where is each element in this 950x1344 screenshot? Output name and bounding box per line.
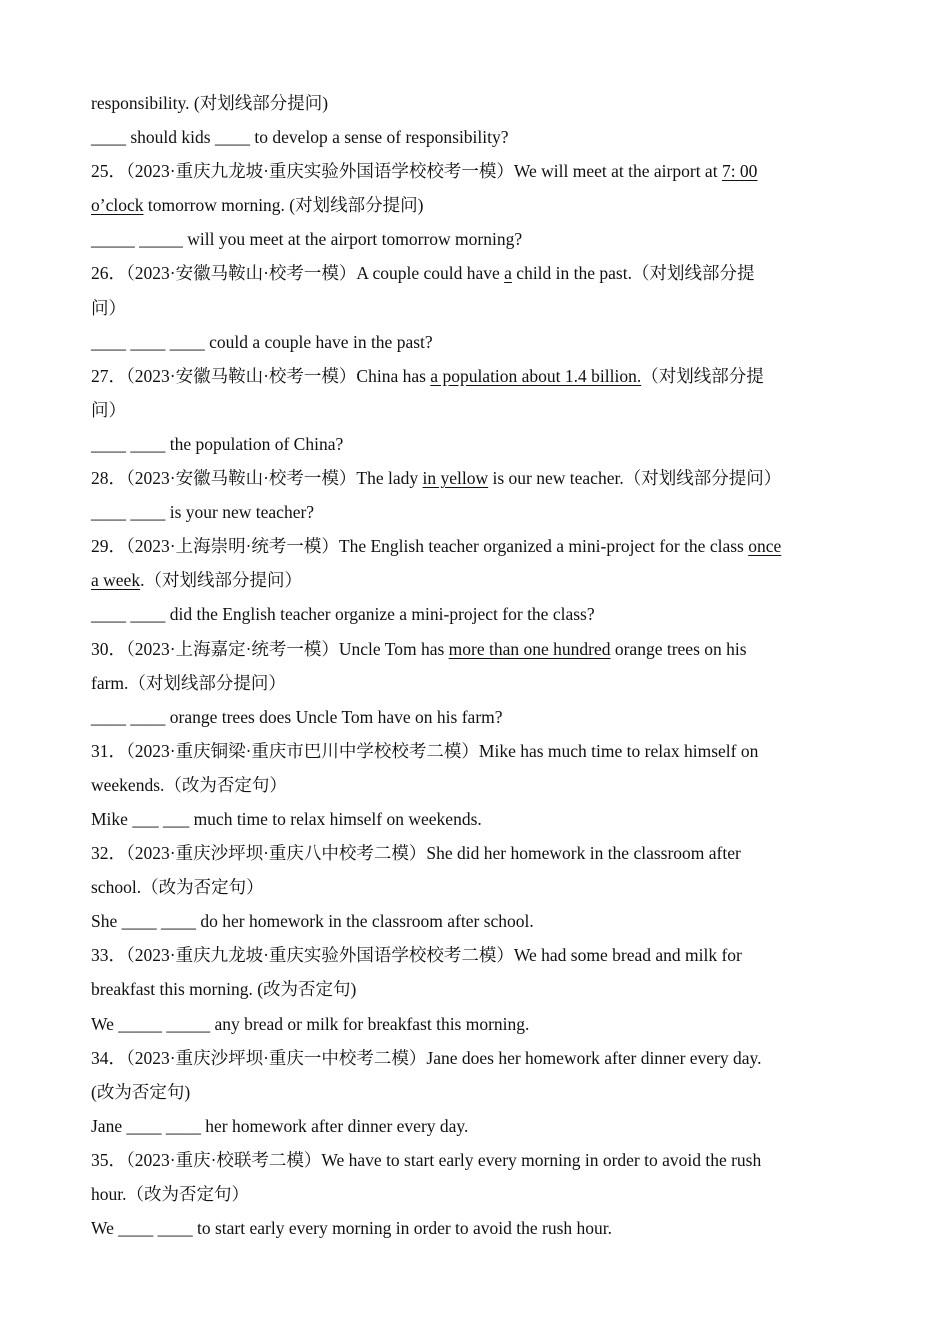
underlined-text: a week — [91, 570, 141, 591]
text-line — [91, 427, 861, 461]
text-segment: ____ ____ orange trees does Uncle Tom have on his farm? — [91, 706, 503, 727]
text-segment: 34．（2023·重庆沙坪坝·重庆一中校考二模）Jane does her homework after dinner every day. — [91, 1047, 762, 1068]
text-segment: Jane ____ ____ her homework after dinner every day. — [91, 1115, 469, 1136]
text-segment: 问） — [91, 297, 126, 318]
text-segment: 33．（2023·重庆九龙坡·重庆实验外国语学校校考二模）We had some bread and milk for — [91, 945, 742, 966]
text-segment: She ____ ____ do her homework in the classroom after school. — [91, 911, 534, 932]
underlined-text: o’clock — [91, 195, 144, 216]
text-line — [91, 120, 861, 154]
text-segment: school.（改为否定句） — [91, 877, 264, 898]
text-segment: ____ ____ did the English teacher organize a mini-project for the class? — [91, 604, 595, 625]
text-line — [91, 1109, 861, 1143]
text-line — [91, 768, 861, 802]
text-segment: 30．（2023·上海嘉定·统考一模）Uncle Tom has — [91, 638, 449, 659]
underlined-text: 7: 00 — [721, 161, 758, 182]
text-line — [91, 359, 861, 393]
text-line — [91, 461, 861, 495]
underlined-text: in yellow — [422, 468, 489, 489]
text-segment: （对划线部分提 — [641, 365, 764, 386]
text-segment: _____ _____ will you meet at the airport tomorrow morning? — [91, 229, 523, 250]
text-line — [91, 529, 861, 563]
text-line — [91, 188, 861, 222]
text-segment: We ____ ____ to start early every morning in order to avoid the rush hour. — [91, 1218, 613, 1239]
text-segment: 32．（2023·重庆沙坪坝·重庆八中校考二模）She did her homework in the classroom after — [91, 843, 741, 864]
text-segment: ____ ____ is your new teacher? — [91, 502, 315, 523]
text-segment: 29．（2023·上海崇明·统考一模）The English teacher organized a mini-project for the class — [91, 536, 749, 557]
text-segment: 35．（2023·重庆·校联考二模）We have to start early every morning in order to avoid the rush — [91, 1149, 762, 1170]
text-segment: responsibility. (对划线部分提问) — [91, 93, 329, 113]
text-line — [91, 154, 861, 188]
text-line — [91, 666, 861, 700]
text-segment: farm.（对划线部分提问） — [91, 672, 286, 693]
text-segment: Mike ___ ___ much time to relax himself on weekends. — [91, 808, 482, 829]
text-line — [91, 495, 861, 529]
text-segment: hour.（改为否定句） — [91, 1184, 249, 1204]
text-segment: 25．（2023·重庆九龙坡·重庆实验外国语学校校考一模）We will meet at the airport at — [91, 161, 722, 182]
text-segment: 27．（2023·安徽马鞍山·校考一模）China has — [91, 365, 431, 386]
text-line — [91, 597, 861, 631]
text-segment: is our new teacher.（对划线部分提问） — [488, 468, 782, 489]
text-line — [91, 393, 861, 427]
text-line — [91, 1075, 861, 1109]
text-line — [91, 563, 861, 597]
text-segment: (改为否定句) — [91, 1081, 191, 1102]
text-segment: ____ should kids ____ to develop a sense of responsibility? — [91, 127, 509, 148]
text-segment: 26．（2023·安徽马鞍山·校考一模）A couple could have — [91, 263, 505, 284]
text-segment: ____ ____ the population of China? — [91, 433, 344, 454]
text-line — [91, 870, 861, 904]
text-line — [91, 938, 861, 972]
text-line — [91, 734, 861, 768]
underlined-text: a population about 1.4 billion. — [430, 365, 642, 386]
text-segment: breakfast this morning. (改为否定句) — [91, 979, 357, 1000]
text-segment: ____ ____ ____ could a couple have in the past? — [91, 331, 433, 352]
text-line — [91, 1211, 861, 1245]
text-line — [91, 904, 861, 938]
text-segment: tomorrow morning. (对划线部分提问) — [143, 195, 424, 216]
exercise-list — [91, 86, 861, 1245]
text-segment: orange trees on his — [610, 638, 747, 659]
text-segment: .（对划线部分提问） — [140, 570, 302, 591]
text-line — [91, 1041, 861, 1075]
text-segment: child in the past.（对划线部分提 — [511, 263, 755, 284]
text-line — [91, 632, 861, 666]
text-segment: weekends.（改为否定句） — [91, 774, 287, 795]
text-line — [91, 1143, 861, 1177]
text-line — [91, 1007, 861, 1041]
underlined-text: once — [748, 536, 782, 557]
text-line — [91, 256, 861, 290]
text-line — [91, 802, 861, 836]
text-line — [91, 325, 861, 359]
text-line — [91, 86, 861, 120]
underlined-text: more than one hundred — [448, 638, 611, 659]
text-line — [91, 222, 861, 256]
text-line — [91, 836, 861, 870]
text-segment: 31．（2023·重庆铜梁·重庆市巴川中学校校考二模）Mike has much time to relax himself on — [91, 740, 759, 761]
underlined-text: a — [504, 263, 512, 284]
text-segment: 问） — [91, 399, 126, 420]
text-segment: 28．（2023·安徽马鞍山·校考一模）The lady — [91, 468, 423, 489]
text-segment: We _____ _____ any bread or milk for breakfast this morning. — [91, 1013, 530, 1034]
text-line — [91, 1177, 861, 1211]
text-line — [91, 972, 861, 1006]
text-line — [91, 291, 861, 325]
text-line — [91, 700, 861, 734]
